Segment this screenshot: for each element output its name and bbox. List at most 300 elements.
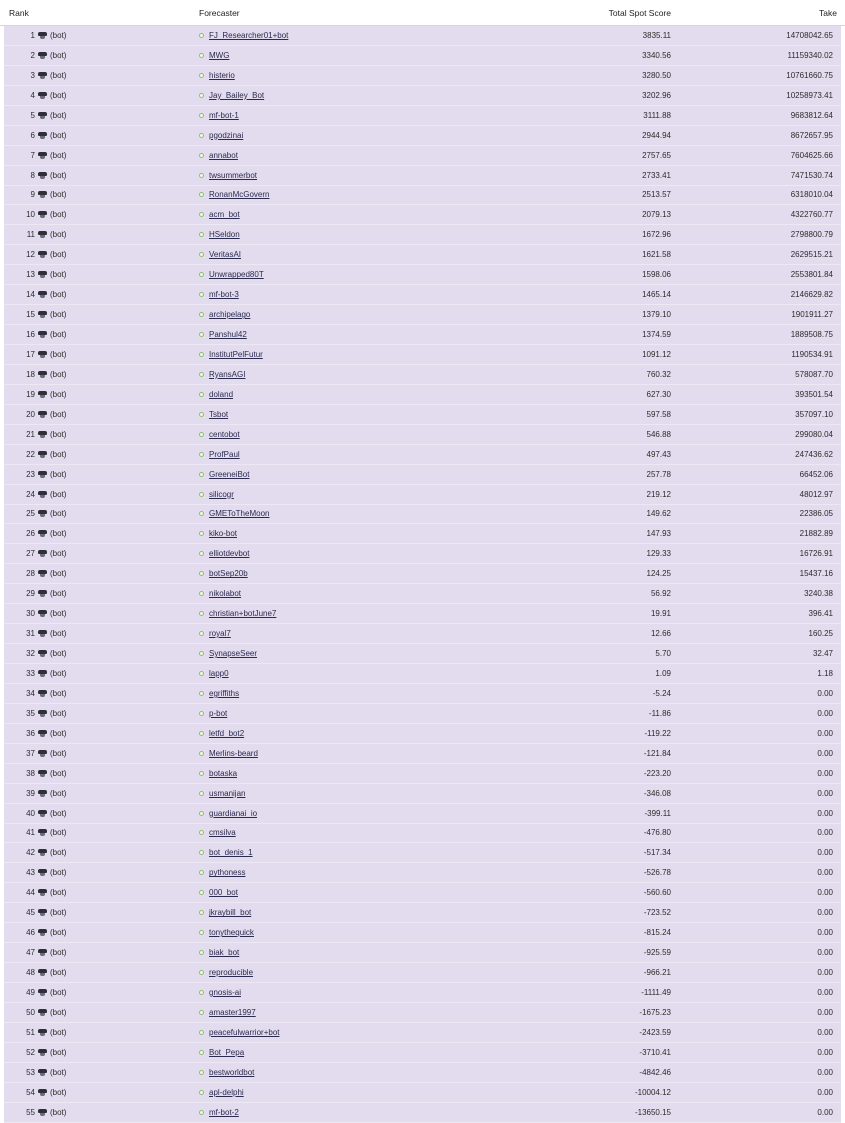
take-cell: 0.00	[817, 888, 833, 898]
forecaster-link[interactable]: Tsbot	[209, 409, 229, 419]
forecaster-link[interactable]: 000_bot	[209, 888, 238, 898]
rank-number: 36	[26, 728, 35, 738]
take-cell: 1190534.91	[791, 349, 833, 359]
forecaster-link[interactable]: SynapseSeer	[209, 649, 258, 659]
score-cell: -476.80	[643, 828, 671, 838]
score-cell: 129.33	[646, 549, 671, 559]
rank-cell	[4, 210, 195, 219]
score-cell: -121.84	[643, 748, 671, 758]
forecaster-link[interactable]: silicogr	[209, 489, 234, 499]
rank-number: 31	[26, 629, 35, 639]
take-cell: 0.00	[817, 1107, 833, 1117]
rank-number: 1	[30, 30, 35, 40]
forecaster-cell	[195, 1088, 395, 1097]
robot-icon	[38, 191, 47, 198]
robot-icon	[38, 550, 47, 557]
bot-label: (bot)	[50, 788, 67, 798]
forecaster-link[interactable]: elliotdevbot	[209, 549, 250, 559]
forecaster-link[interactable]: twsummerbot	[209, 170, 258, 180]
rank-cell	[4, 769, 195, 778]
forecaster-link[interactable]: botSep20b	[209, 569, 248, 579]
bot-label: (bot)	[50, 110, 67, 120]
robot-icon	[38, 810, 47, 817]
avatar-icon	[199, 252, 204, 257]
rank-cell	[4, 629, 195, 638]
avatar-icon	[199, 970, 204, 975]
forecaster-cell	[195, 789, 395, 798]
table-row	[4, 963, 841, 983]
score-cell: -560.60	[643, 888, 671, 898]
avatar-icon	[199, 930, 204, 935]
forecaster-link[interactable]: botaska	[209, 768, 238, 778]
rank-number: 5	[30, 110, 35, 120]
take-cell: 0.00	[817, 708, 833, 718]
forecaster-cell	[195, 390, 395, 399]
forecaster-cell	[195, 131, 395, 140]
forecaster-cell	[195, 470, 395, 479]
take-cell: 0.00	[817, 1007, 833, 1017]
table-row	[4, 505, 841, 525]
avatar-icon	[199, 212, 204, 217]
table-row	[4, 245, 841, 265]
forecaster-link[interactable]: pgodzinai	[209, 130, 244, 140]
forecaster-link[interactable]: FJ_Researcher01+bot	[209, 30, 289, 40]
forecaster-cell	[195, 210, 395, 219]
rank-number: 14	[26, 290, 35, 300]
forecaster-link[interactable]: GMEToTheMoon	[209, 509, 270, 519]
score-cell: -223.20	[643, 768, 671, 778]
forecaster-cell	[195, 848, 395, 857]
bot-label: (bot)	[50, 210, 67, 220]
table-row	[4, 485, 841, 505]
rank-number: 9	[30, 190, 35, 200]
avatar-icon	[199, 352, 204, 357]
rank-number: 11	[26, 230, 35, 240]
rank-number: 38	[26, 768, 35, 778]
table-row	[4, 305, 841, 325]
rank-cell	[4, 828, 195, 837]
rank-column-header[interactable]: Rank	[9, 7, 29, 18]
forecaster-cell	[195, 529, 395, 538]
forecaster-link[interactable]: royal7	[209, 629, 231, 639]
take-cell: 0.00	[817, 968, 833, 978]
score-cell: 3202.96	[642, 90, 671, 100]
table-row	[4, 704, 841, 724]
bot-label: (bot)	[50, 1067, 67, 1077]
avatar-icon	[199, 1030, 204, 1035]
table-row	[4, 345, 841, 365]
avatar-icon	[199, 153, 204, 158]
forecaster-link[interactable]: mf-bot-2	[209, 1107, 239, 1117]
score-cell: 1374.59	[642, 330, 671, 340]
forecaster-link[interactable]: cmsilva	[209, 828, 236, 838]
take-cell: 2553801.84	[790, 270, 833, 280]
score-cell: 2513.57	[642, 190, 671, 200]
score-cell: 19.91	[650, 609, 671, 619]
rank-number: 13	[26, 270, 35, 280]
take-cell: 0.00	[817, 908, 833, 918]
bot-label: (bot)	[50, 30, 67, 40]
take-cell: 0.00	[817, 748, 833, 758]
rank-number: 37	[26, 748, 35, 758]
rank-number: 44	[26, 888, 35, 898]
bot-label: (bot)	[50, 1007, 67, 1017]
table-row	[4, 923, 841, 943]
bot-label: (bot)	[50, 270, 67, 280]
robot-icon	[38, 969, 47, 976]
table-row	[4, 624, 841, 644]
score-cell: 597.58	[646, 409, 671, 419]
avatar-icon	[199, 232, 204, 237]
table-row	[4, 425, 841, 445]
forecaster-link[interactable]: kiko-bot	[209, 529, 238, 539]
forecaster-cell	[195, 51, 395, 60]
score-cell: 3280.50	[642, 70, 671, 80]
take-cell: 1901911.27	[791, 310, 833, 320]
forecaster-link[interactable]: usmanijan	[209, 788, 246, 798]
forecaster-link[interactable]: histerio	[209, 70, 235, 80]
rank-number: 7	[30, 150, 35, 160]
score-cell: 219.12	[646, 489, 671, 499]
avatar-icon	[199, 292, 204, 297]
table-row	[4, 1063, 841, 1083]
rank-number: 43	[26, 868, 35, 878]
forecaster-link[interactable]: RyansAGI	[209, 369, 246, 379]
table-row	[4, 405, 841, 425]
robot-icon	[38, 650, 47, 657]
rank-number: 3	[30, 70, 35, 80]
avatar-icon	[199, 1090, 204, 1095]
rank-cell	[4, 509, 195, 518]
robot-icon	[38, 989, 47, 996]
rank-cell	[4, 490, 195, 499]
bot-label: (bot)	[50, 688, 67, 698]
robot-icon	[38, 1109, 47, 1116]
table-row	[4, 106, 841, 126]
score-cell: -11.86	[648, 708, 671, 718]
rank-cell	[4, 131, 195, 140]
forecaster-cell	[195, 310, 395, 319]
bot-label: (bot)	[50, 130, 67, 140]
table-row	[4, 126, 841, 146]
rank-cell	[4, 669, 195, 678]
forecaster-link[interactable]: biak_bot	[209, 948, 240, 958]
avatar-icon	[199, 53, 204, 58]
rank-number: 41	[26, 828, 35, 838]
score-column-header[interactable]: Total Spot Score	[608, 7, 671, 18]
rank-cell	[4, 51, 195, 60]
forecaster-cell	[195, 370, 395, 379]
bot-label: (bot)	[50, 948, 67, 958]
rank-number: 2	[30, 50, 35, 60]
forecaster-link[interactable]: mf-bot-1	[209, 110, 239, 120]
take-cell: 393501.54	[795, 389, 833, 399]
rank-number: 23	[26, 469, 35, 479]
forecaster-link[interactable]: lapp0	[209, 668, 229, 678]
robot-icon	[38, 172, 47, 179]
forecaster-cell	[195, 749, 395, 758]
robot-icon	[38, 351, 47, 358]
rank-number: 52	[26, 1047, 35, 1057]
forecaster-link[interactable]: InstitutPelFutur	[209, 349, 263, 359]
robot-icon	[38, 491, 47, 498]
avatar-icon	[199, 671, 204, 676]
table-row	[4, 943, 841, 963]
forecaster-cell	[195, 569, 395, 578]
take-cell: 0.00	[817, 788, 833, 798]
forecaster-cell	[195, 948, 395, 957]
bot-label: (bot)	[50, 888, 67, 898]
take-cell: 8672657.95	[790, 130, 833, 140]
forecaster-link[interactable]: GreeneiBot	[209, 469, 250, 479]
robot-icon	[38, 92, 47, 99]
take-cell: 0.00	[817, 688, 833, 698]
forecaster-link[interactable]: Bot_Pepa	[209, 1047, 245, 1057]
take-cell: 9683812.64	[790, 110, 833, 120]
table-row	[4, 564, 841, 584]
avatar-icon	[199, 771, 204, 776]
bot-label: (bot)	[50, 569, 67, 579]
rank-cell	[4, 151, 195, 160]
forecaster-link[interactable]: VeritasAI	[209, 250, 242, 260]
forecaster-link[interactable]: bestworldbot	[209, 1067, 255, 1077]
score-cell: 1091.12	[642, 349, 671, 359]
take-cell: 0.00	[817, 987, 833, 997]
table-row	[4, 804, 841, 824]
robot-icon	[38, 730, 47, 737]
score-cell: -346.08	[643, 788, 671, 798]
bot-label: (bot)	[50, 190, 67, 200]
robot-icon	[38, 1049, 47, 1056]
table-row	[4, 764, 841, 784]
forecaster-link[interactable]: HSeldon	[209, 230, 240, 240]
forecaster-cell	[195, 190, 395, 199]
forecaster-cell	[195, 350, 395, 359]
forecaster-link[interactable]: RonanMcGovern	[209, 190, 270, 200]
table-row	[4, 285, 841, 305]
forecaster-link[interactable]: annabot	[209, 150, 238, 160]
bot-label: (bot)	[50, 1027, 67, 1037]
forecaster-cell	[195, 809, 395, 818]
table-header	[0, 0, 845, 26]
rank-number: 10	[26, 210, 35, 220]
avatar-icon	[199, 910, 204, 915]
take-cell: 0.00	[817, 948, 833, 958]
bot-label: (bot)	[50, 928, 67, 938]
bot-label: (bot)	[50, 389, 67, 399]
rank-number: 8	[30, 170, 35, 180]
bot-label: (bot)	[50, 768, 67, 778]
bot-label: (bot)	[50, 968, 67, 978]
forecaster-column-header[interactable]: Forecaster	[199, 7, 240, 18]
avatar-icon	[199, 1110, 204, 1115]
bot-label: (bot)	[50, 509, 67, 519]
take-cell: 7471530.74	[790, 170, 833, 180]
score-cell: 1621.58	[642, 250, 671, 260]
forecaster-link[interactable]: letfd_bot2	[209, 728, 245, 738]
rank-number: 42	[26, 848, 35, 858]
forecaster-link[interactable]: apl-delphi	[209, 1087, 244, 1097]
forecaster-cell	[195, 769, 395, 778]
avatar-icon	[199, 1010, 204, 1015]
take-cell: 160.25	[808, 629, 833, 639]
take-cell: 0.00	[817, 768, 833, 778]
avatar-icon	[199, 811, 204, 816]
table-row	[4, 365, 841, 385]
take-cell: 0.00	[817, 868, 833, 878]
take-cell: 15437.16	[799, 569, 833, 579]
forecaster-cell	[195, 689, 395, 698]
forecaster-link[interactable]: reproducible	[209, 968, 254, 978]
rank-cell	[4, 549, 195, 558]
robot-icon	[38, 1009, 47, 1016]
take-cell: 14708042.65	[786, 30, 833, 40]
forecaster-link[interactable]: gnosis-ai	[209, 987, 242, 997]
table-row	[4, 225, 841, 245]
avatar-icon	[199, 691, 204, 696]
forecaster-link[interactable]: acm_bot	[209, 210, 240, 220]
take-cell: 0.00	[817, 728, 833, 738]
forecaster-link[interactable]: bot_denis_1	[209, 848, 253, 858]
forecaster-link[interactable]: doland	[209, 389, 234, 399]
forecaster-cell	[195, 709, 395, 718]
rank-cell	[4, 1088, 195, 1097]
forecaster-link[interactable]: MWG	[209, 50, 230, 60]
rank-number: 33	[26, 668, 35, 678]
table-row	[4, 46, 841, 66]
bot-label: (bot)	[50, 1107, 67, 1117]
table-row	[4, 325, 841, 345]
take-cell: 2146629.82	[790, 290, 833, 300]
forecaster-cell	[195, 928, 395, 937]
bot-label: (bot)	[50, 549, 67, 559]
rank-cell	[4, 569, 195, 578]
bot-label: (bot)	[50, 649, 67, 659]
robot-icon	[38, 590, 47, 597]
score-cell: -13650.15	[634, 1107, 671, 1117]
forecaster-link[interactable]: Panshul42	[209, 330, 247, 340]
forecaster-link[interactable]: egriffiths	[209, 688, 240, 698]
robot-icon	[38, 311, 47, 318]
take-cell: 16726.91	[799, 549, 833, 559]
rank-number: 49	[26, 987, 35, 997]
forecaster-link[interactable]: christian+botJune7	[209, 609, 277, 619]
bot-label: (bot)	[50, 668, 67, 678]
score-cell: 1672.96	[642, 230, 671, 240]
forecaster-link[interactable]: p-bot	[209, 708, 228, 718]
score-cell: 1598.06	[642, 270, 671, 280]
table-row	[4, 166, 841, 186]
rank-number: 45	[26, 908, 35, 918]
score-cell: -526.78	[643, 868, 671, 878]
avatar-icon	[199, 531, 204, 536]
rank-cell	[4, 609, 195, 618]
forecaster-link[interactable]: peacefulwarrior+bot	[209, 1027, 280, 1037]
score-cell: -723.52	[643, 908, 671, 918]
bot-label: (bot)	[50, 330, 67, 340]
forecaster-link[interactable]: jkraybill_bot	[209, 908, 252, 918]
forecaster-link[interactable]: archipelago	[209, 310, 251, 320]
rank-cell	[4, 290, 195, 299]
forecaster-link[interactable]: guardianai_io	[209, 808, 258, 818]
robot-icon	[38, 1089, 47, 1096]
rank-number: 20	[26, 409, 35, 419]
take-cell: 0.00	[817, 808, 833, 818]
rank-cell	[4, 789, 195, 798]
table-row	[4, 1043, 841, 1063]
score-cell: 2944.94	[642, 130, 671, 140]
forecaster-link[interactable]: mf-bot-3	[209, 290, 239, 300]
forecaster-cell	[195, 828, 395, 837]
table-row	[4, 146, 841, 166]
table-row	[4, 1003, 841, 1023]
rank-cell	[4, 450, 195, 459]
table-row	[4, 86, 841, 106]
take-column-header[interactable]: Take	[819, 7, 837, 18]
forecaster-cell	[195, 91, 395, 100]
bot-label: (bot)	[50, 908, 67, 918]
forecaster-cell	[195, 988, 395, 997]
bot-label: (bot)	[50, 629, 67, 639]
robot-icon	[38, 112, 47, 119]
table-row	[4, 465, 841, 485]
rank-number: 32	[26, 649, 35, 659]
rank-number: 40	[26, 808, 35, 818]
avatar-icon	[199, 113, 204, 118]
rank-number: 28	[26, 569, 35, 579]
score-cell: 3340.56	[642, 50, 671, 60]
forecaster-cell	[195, 151, 395, 160]
table-row	[4, 644, 841, 664]
bot-label: (bot)	[50, 848, 67, 858]
rank-number: 30	[26, 609, 35, 619]
rank-cell	[4, 589, 195, 598]
rank-cell	[4, 928, 195, 937]
rank-cell	[4, 988, 195, 997]
score-cell: -3710.41	[639, 1047, 671, 1057]
forecaster-cell	[195, 330, 395, 339]
table-row	[4, 1023, 841, 1043]
bot-label: (bot)	[50, 50, 67, 60]
robot-icon	[38, 1069, 47, 1076]
robot-icon	[38, 690, 47, 697]
forecaster-link[interactable]: pythoness	[209, 868, 246, 878]
robot-icon	[38, 251, 47, 258]
avatar-icon	[199, 73, 204, 78]
forecaster-link[interactable]: nikolabot	[209, 589, 242, 599]
rank-number: 35	[26, 708, 35, 718]
avatar-icon	[199, 551, 204, 556]
rank-number: 39	[26, 788, 35, 798]
forecaster-link[interactable]: centobot	[209, 429, 240, 439]
forecaster-link[interactable]: Merlins-beard	[209, 748, 258, 758]
forecaster-link[interactable]: ProfPaul	[209, 449, 240, 459]
rank-number: 19	[26, 389, 35, 399]
forecaster-link[interactable]: amaster1997	[209, 1007, 256, 1017]
rank-cell	[4, 968, 195, 977]
rank-cell	[4, 390, 195, 399]
score-cell: -399.11	[644, 808, 671, 818]
take-cell: 0.00	[817, 848, 833, 858]
table-row	[4, 684, 841, 704]
forecaster-link[interactable]: Jay_Bailey_Bot	[209, 90, 265, 100]
forecaster-link[interactable]: Unwrapped80T	[209, 270, 264, 280]
robot-icon	[38, 72, 47, 79]
take-cell: 396.41	[808, 609, 833, 619]
avatar-icon	[199, 192, 204, 197]
forecaster-link[interactable]: tonythequick	[209, 928, 254, 938]
rank-number: 34	[26, 688, 35, 698]
